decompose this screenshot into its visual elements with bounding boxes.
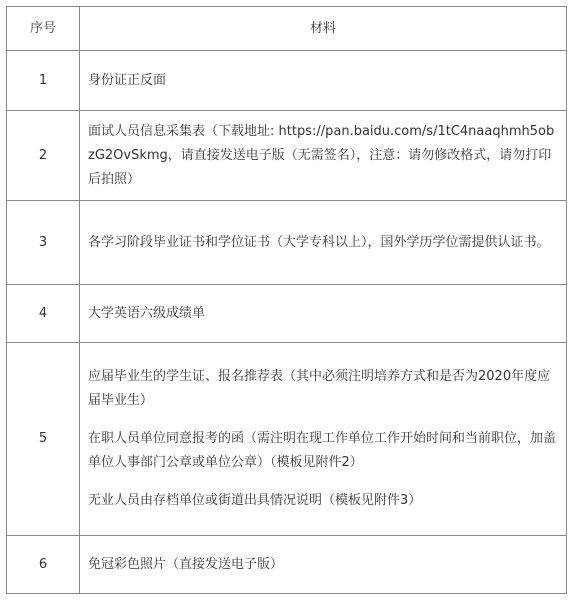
table-row [7, 111, 567, 201]
row-number: 3 [7, 201, 80, 285]
materials-table [6, 6, 567, 594]
row-number: 1 [7, 51, 80, 111]
header-number: 序号 [7, 7, 80, 51]
row-material [80, 285, 567, 343]
material-text: 大学英语六级成绩单 [88, 305, 206, 321]
material-text: 免冠彩色照片（直接发送电子版） [88, 556, 284, 572]
row-number: 2 [7, 111, 80, 201]
material-text: 面试人员信息采集表（下载地址: https://pan.baidu.com/s/1tC4naaqhmh5obzG2OvSkmg，请直接发送电子版（无需签名），注意：请勿修改格式，请勿打印后拍照） [88, 123, 555, 187]
row-number: 5 [7, 343, 80, 536]
row-material [80, 536, 567, 594]
row-material [80, 343, 567, 536]
header-material: 材料 [80, 7, 567, 51]
table-row [7, 343, 567, 536]
table-row [7, 536, 567, 594]
material-text: 无业人员由存档单位或街道出具情况说明（模板见附件3） [88, 493, 422, 508]
table-header-row [7, 7, 567, 51]
material-text: 各学习阶段毕业证书和学位证书（大学专科以上），国外学历学位需提供认证书。 [88, 234, 550, 250]
table-row [7, 51, 567, 111]
table-row [7, 201, 567, 285]
material-text: 应届毕业生的学生证、报名推荐表（其中必须注明培养方式和是否为2020年度应届毕业生） [88, 369, 551, 408]
row-material [80, 201, 567, 285]
row-material [80, 111, 567, 201]
material-text: 在职人员单位同意报考的函（需注明在现工作单位工作开始时间和当前职位，加盖单位人事部门公章或单位公章）（模板见附件2） [88, 431, 557, 470]
table-row [7, 285, 567, 343]
material-text: 身份证正反面 [88, 72, 167, 88]
row-number: 6 [7, 536, 80, 594]
row-number: 4 [7, 285, 80, 343]
row-material [80, 51, 567, 111]
